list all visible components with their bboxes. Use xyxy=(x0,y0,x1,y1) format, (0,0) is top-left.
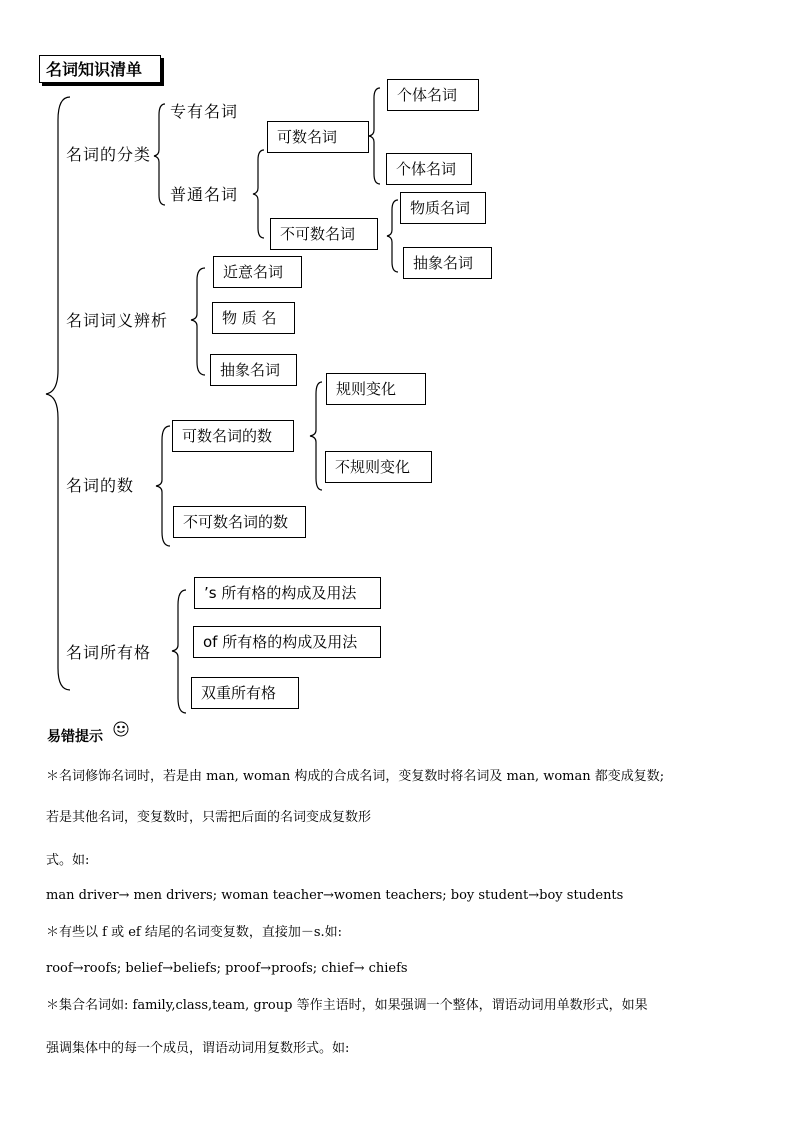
main-brace xyxy=(46,97,70,690)
tip-line-4: man driver→ men drivers; woman teacher→women teachers; boy student→boy students xyxy=(46,888,624,903)
individual-noun-box-1: 个体名词 xyxy=(387,79,479,111)
material-noun-box: 物质名词 xyxy=(400,192,486,224)
countable-number-box: 可数名词的数 xyxy=(172,420,294,452)
number-label: 名词的数 xyxy=(66,476,135,495)
uncountable-number-box: 不可数名词的数 xyxy=(173,506,306,538)
individual-noun-box-2: 个体名词 xyxy=(386,153,472,185)
material-noun-meaning-box: 物 质 名 xyxy=(212,302,295,334)
possessive-label: 名词所有格 xyxy=(66,643,152,662)
abstract-noun-meaning-box: 抽象名词 xyxy=(210,354,297,386)
number-brace xyxy=(156,426,170,546)
tip-line-3: 式。如: xyxy=(46,853,90,868)
countable-number-brace xyxy=(310,382,322,490)
tip-line-5: ＊有些以 f 或 ef 结尾的名词变复数，直接加－s.如: xyxy=(46,925,343,940)
page-title: 名词知识清单 xyxy=(39,55,161,83)
classification-label: 名词的分类 xyxy=(66,145,152,164)
tips-title: 易错提示 xyxy=(47,729,103,745)
tip-line-7: ＊集合名词如: family,class,team, group 等作主语时，如果强调一个整体，谓语动词用单数形式，如果 xyxy=(46,998,648,1013)
meaning-brace xyxy=(191,268,205,375)
uncountable-noun-box: 不可数名词 xyxy=(270,218,378,250)
common-noun-label: 普通名词 xyxy=(170,185,239,204)
regular-change-box: 规则变化 xyxy=(326,373,426,405)
countable-brace xyxy=(369,88,380,184)
irregular-change-box: 不规则变化 xyxy=(325,451,432,483)
classification-brace xyxy=(154,104,165,205)
of-possessive-box: of 所有格的构成及用法 xyxy=(193,626,381,658)
tip-line-6: roof→roofs; belief→beliefs; proof→proofs; chief→ chiefs xyxy=(46,961,408,976)
meaning-label: 名词词义辨析 xyxy=(66,311,169,330)
abstract-noun-box: 抽象名词 xyxy=(403,247,492,279)
common-brace xyxy=(253,150,264,238)
smiley-icon xyxy=(113,721,129,737)
tip-line-2: 若是其他名词，变复数时，只需把后面的名词变成复数形 xyxy=(46,810,372,825)
tip-line-8: 强调集体中的每一个成员，谓语动词用复数形式。如: xyxy=(46,1041,350,1056)
proper-noun-label: 专有名词 xyxy=(170,102,239,121)
double-possessive-box: 双重所有格 xyxy=(191,677,299,709)
tip-line-1: ＊名词修饰名词时，若是由 man, woman 构成的合成名词，变复数时将名词及 man, woman 都变成复数; xyxy=(46,769,665,784)
s-possessive-box: ’s 所有格的构成及用法 xyxy=(194,577,381,609)
uncountable-brace xyxy=(387,200,398,272)
possessive-brace xyxy=(172,590,186,713)
synonym-noun-box: 近意名词 xyxy=(213,256,302,288)
countable-noun-box: 可数名词 xyxy=(267,121,369,153)
